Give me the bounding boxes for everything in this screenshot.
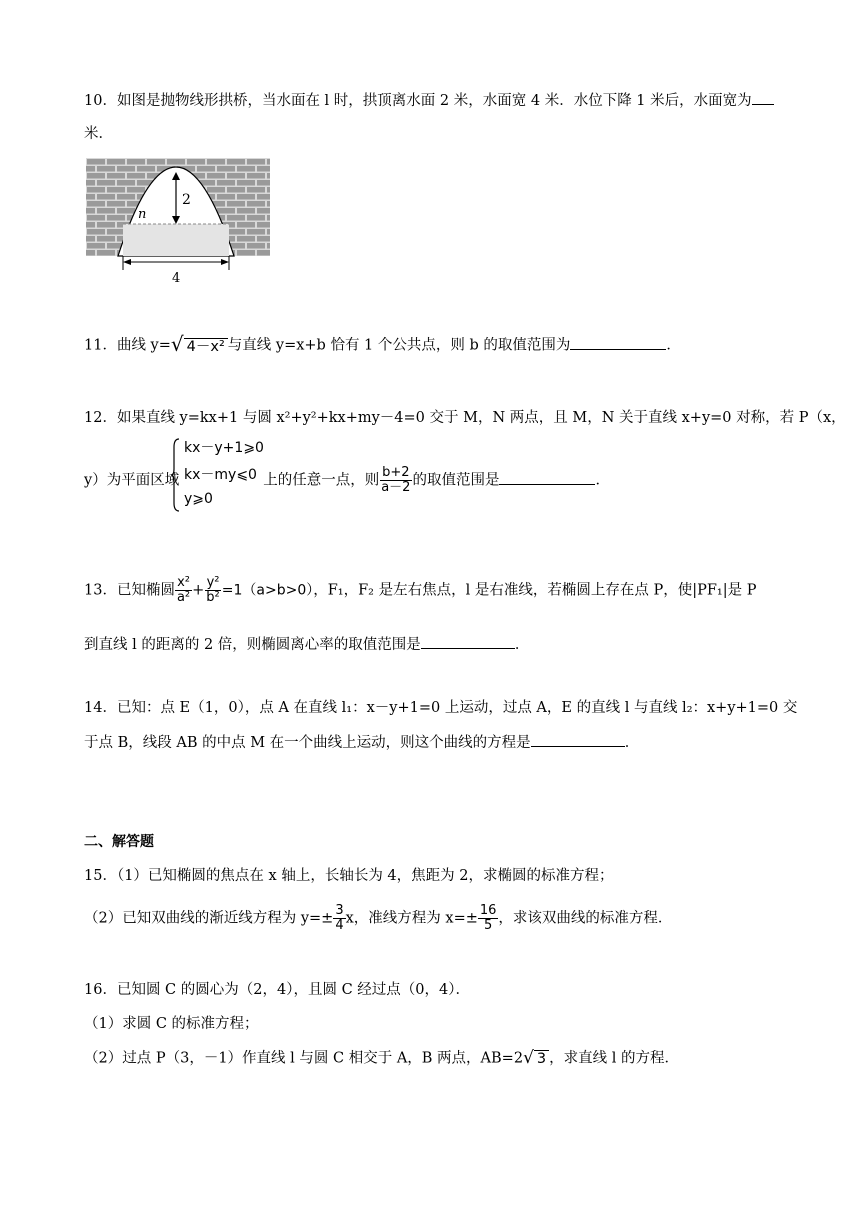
q13-answer-blank[interactable] [421,634,515,649]
q10-line2: 米． [84,126,113,142]
height-label: 2 [182,192,191,208]
q13-line2: 到直线 l 的距离的 2 倍，则椭圆离心率的取值范围是 ． [84,634,529,655]
fraction-asymptote: $\frac{3}{4}$ [335,903,344,933]
fraction-directrix: $\frac{16}{5}$ [479,903,497,933]
q14-line1: 14．已知：点 E（1，0），点 A 在直线 l₁：x－y+1=0 上运动，过点 A，E 的直线 l 与直线 l₂：x+y+1=0 交 [84,700,798,716]
q12-line2: y）为平面区域 上的任意一点，则 $\frac{b+2}{a-2}$ 的取值范围是 ． [84,465,610,495]
sqrt-three: √ 3 [523,1046,549,1071]
fraction-x-over-a: $\frac{\text{x²}}{\text{a²}}$ [176,575,191,605]
q16-line1: 16．已知圆 C 的圆心为（2，4），且圆 C 经过点（0，4）． [84,982,470,998]
inequality-2: kx－my⩽0 [184,467,257,483]
q15-line2: （2）已知双曲线的渐近线方程为 y=± $\frac{3}{4}$ x，准线方程为 x=± $\frac{16}{5}$ ，求该双曲线的标准方程． [84,903,673,933]
q13-line1: 13．已知椭圆 $\frac{\text{x²}}{\text{a²}}$ + $\frac{\text{y²}}{\text{b²}}$ =1（a>b>0），F₁，F₂ 是左右焦点，l 是右准线，若椭圆上存在点 P，使|PF₁|是 P [84,575,757,605]
q16-line2: （1）求圆 C 的标准方程； [84,1016,259,1032]
q10-line1: 10．如图是抛物线形拱桥，当水面在 l 时，拱顶离水面 2 米，水面宽 4 米．水位下降 1 米后，水面宽为 [84,90,774,111]
q14-answer-blank[interactable] [531,732,625,747]
water-label: n [138,207,147,222]
q16-line3: （2）过点 P（3，－1）作直线 l 与圆 C 相交于 A，B 两点，AB=2√ 3 ，求直线 l 的方程． [84,1046,679,1071]
q12-answer-blank[interactable] [499,470,595,485]
q12-line1: 12．如果直线 y=kx+1 与圆 x²+y²+kx+my－4=0 交于 M，N 两点，且 M，N 关于直线 x+y=0 对称，若 P（x， [84,410,846,426]
q14-line2: 于点 B，线段 AB 的中点 M 在一个曲线上运动，则这个曲线的方程是 ． [84,732,639,753]
q11-answer-blank[interactable] [570,335,666,350]
fraction-y-over-b: $\frac{\text{y²}}{\text{b²}}$ [206,575,220,605]
inequality-1: kx－y+1⩾0 [184,440,264,456]
q10-answer-blank[interactable] [752,90,774,105]
inequality-3: y⩾0 [184,491,213,507]
fraction-b-over-a: $\frac{b+2}{a-2}$ [381,465,411,495]
q15-line1: 15．（1）已知椭圆的焦点在 x 轴上，长轴长为 4，焦距为 2，求椭圆的标准方程； [84,868,614,884]
q11-line: 11．曲线 y=√ 4－x² 与直线 y=x+b 恰有 1 个公共点，则 b 的取值范围为 ． [84,330,681,361]
sqrt-expression: √ 4－x² [171,330,228,361]
width-label: 4 [172,271,181,286]
section-heading: 二、解答题 [84,834,154,850]
water-region [123,224,229,256]
arch-bridge-figure [86,158,270,286]
